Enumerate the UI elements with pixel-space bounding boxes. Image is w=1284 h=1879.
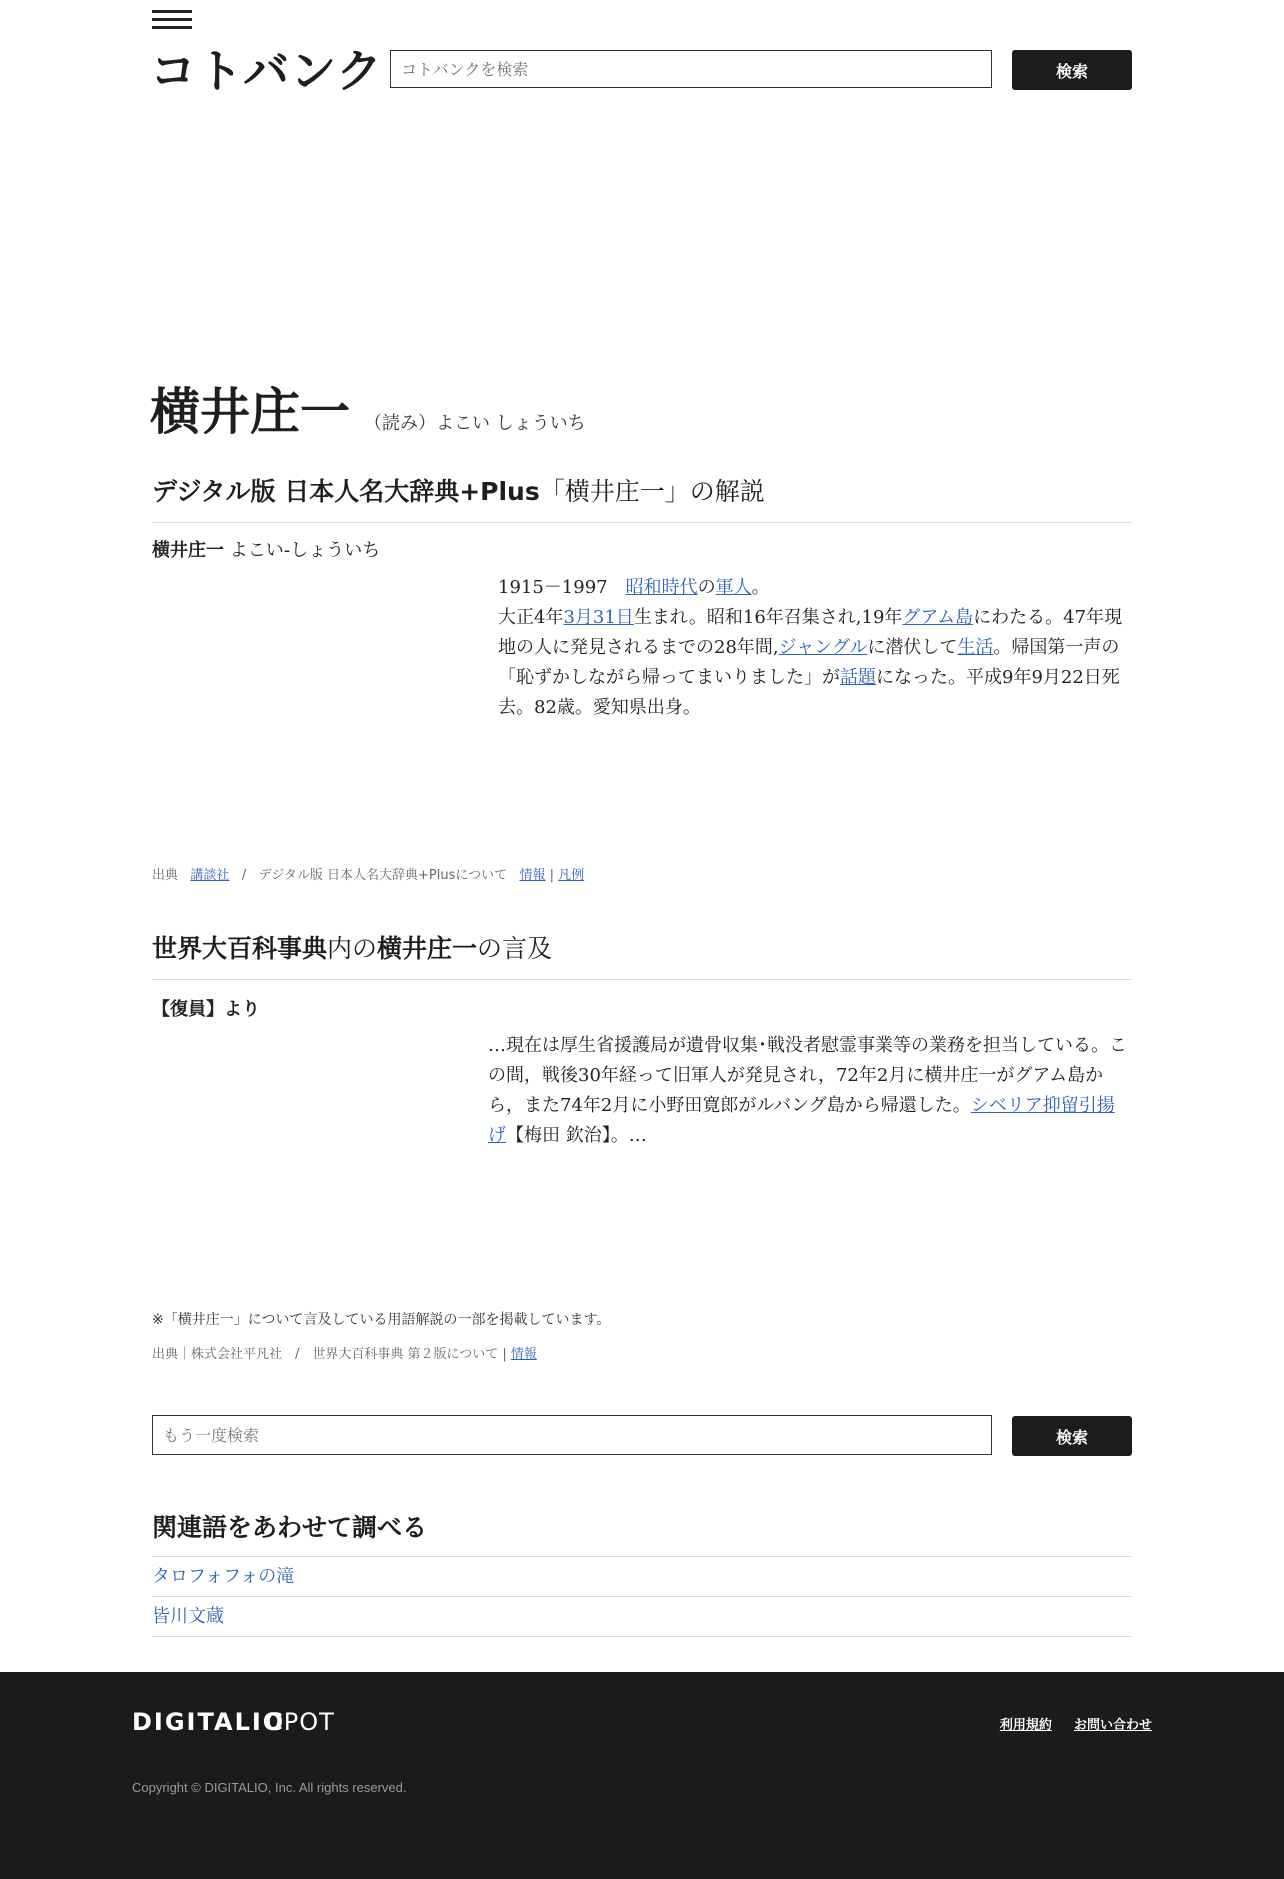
entry-reading: よこい-しょういち (229, 540, 381, 561)
link-military[interactable]: 軍人 (715, 577, 752, 598)
entry-heading (152, 536, 380, 562)
source-heibonsha: 出典｜株式会社平凡社 / 世界大百科事典 第２版について | 情報 (152, 1347, 537, 1362)
terms-link[interactable]: 利用規約 (999, 1718, 1052, 1733)
search-again-button[interactable]: 検索 (1012, 1416, 1132, 1456)
contact-link[interactable]: お問い合わせ (1073, 1718, 1152, 1733)
link-topic[interactable]: 話題 (840, 667, 876, 688)
link-jungle[interactable]: ジャングル (778, 637, 868, 658)
page-title: 横井庄一 (150, 383, 350, 441)
link-info-heibonsha[interactable]: 情報 (510, 1347, 537, 1362)
link-info[interactable]: 情報 (519, 868, 546, 883)
heading-suffix: 「横井庄一」の解説 (539, 477, 765, 506)
dictionary-name: デジタル版 日本人名大辞典+Plus (152, 477, 540, 506)
related-item (152, 1556, 1132, 1596)
section-heading-jinmei (152, 472, 1132, 523)
section-heading-heibonsha: 世界大百科事典内の横井庄一の言及 (152, 929, 1132, 980)
reading: （読み）よこい しょういち (364, 413, 586, 434)
link-siberia[interactable]: シベリア抑留引揚げ (488, 1095, 1115, 1146)
entry-heading-fukuin: 【復員】より (152, 999, 260, 1020)
related-heading: 関連語をあわせて調べる (152, 1513, 428, 1542)
footer-links (982, 1714, 1152, 1733)
excerpt-text: …現在は厚生省援護局が遺骨収集･戦没者慰霊事業等の業務を担当している。この間，戦後30年経って旧軍人が発見され，72年2月に横井庄一がグアム島から，また74年2月に小野田寛郎がルバング島から帰還した。シベリア抑留引揚げ【梅田 欽治】。… (488, 1035, 1127, 1146)
link-kodansha[interactable]: 講談社 (190, 868, 230, 883)
link-guam[interactable]: グアム島 (902, 607, 974, 628)
entry-description: 1915－1997 昭和時代の軍人。 大正4年3月31日生まれ。昭和16年召集され,19年グアム島にわたる。47年現地の人に発見されるまでの28年間,ジャングルに潜伏して生活。帰国第一声の「恥ずかしながら帰ってまいりました」が話題になった。平成9年9月22日死去。82歳。愛知県出身。 (498, 577, 1123, 718)
related-link[interactable]: 皆川文蔵 (152, 1606, 224, 1627)
entry-name: 横井庄一 (152, 540, 224, 561)
source-jinmei: 出典 講談社 / デジタル版 日本人名大辞典+Plusについて 情報 | 凡例 (152, 868, 585, 883)
cpot-logo[interactable]: CPOT (266, 1708, 335, 1736)
link-life[interactable]: 生活 (957, 637, 994, 658)
digitalio-logo[interactable]: DIGITALIO (132, 1708, 286, 1736)
footer (0, 1672, 1284, 1879)
link-legend[interactable]: 凡例 (558, 868, 585, 883)
link-march-31[interactable]: 3月31日 (563, 607, 634, 628)
search-input[interactable] (390, 50, 992, 88)
related-item (152, 1596, 1132, 1637)
related-link[interactable]: タロフォフォの滝 (152, 1566, 295, 1587)
page-title-block (150, 372, 586, 444)
menu-icon[interactable] (152, 10, 192, 30)
search-button[interactable]: 検索 (1012, 50, 1132, 90)
mention-note: ※「横井庄一」について言及している用語解説の一部を掲載しています。 (152, 1312, 611, 1328)
site-logo[interactable]: コトバンク (150, 44, 384, 98)
search-again-input[interactable] (152, 1415, 992, 1455)
link-showa-era[interactable]: 昭和時代 (625, 577, 698, 598)
copyright: Copyright © DIGITALIO, Inc. All rights reserved. (132, 1780, 407, 1795)
related-list (152, 1556, 1132, 1637)
